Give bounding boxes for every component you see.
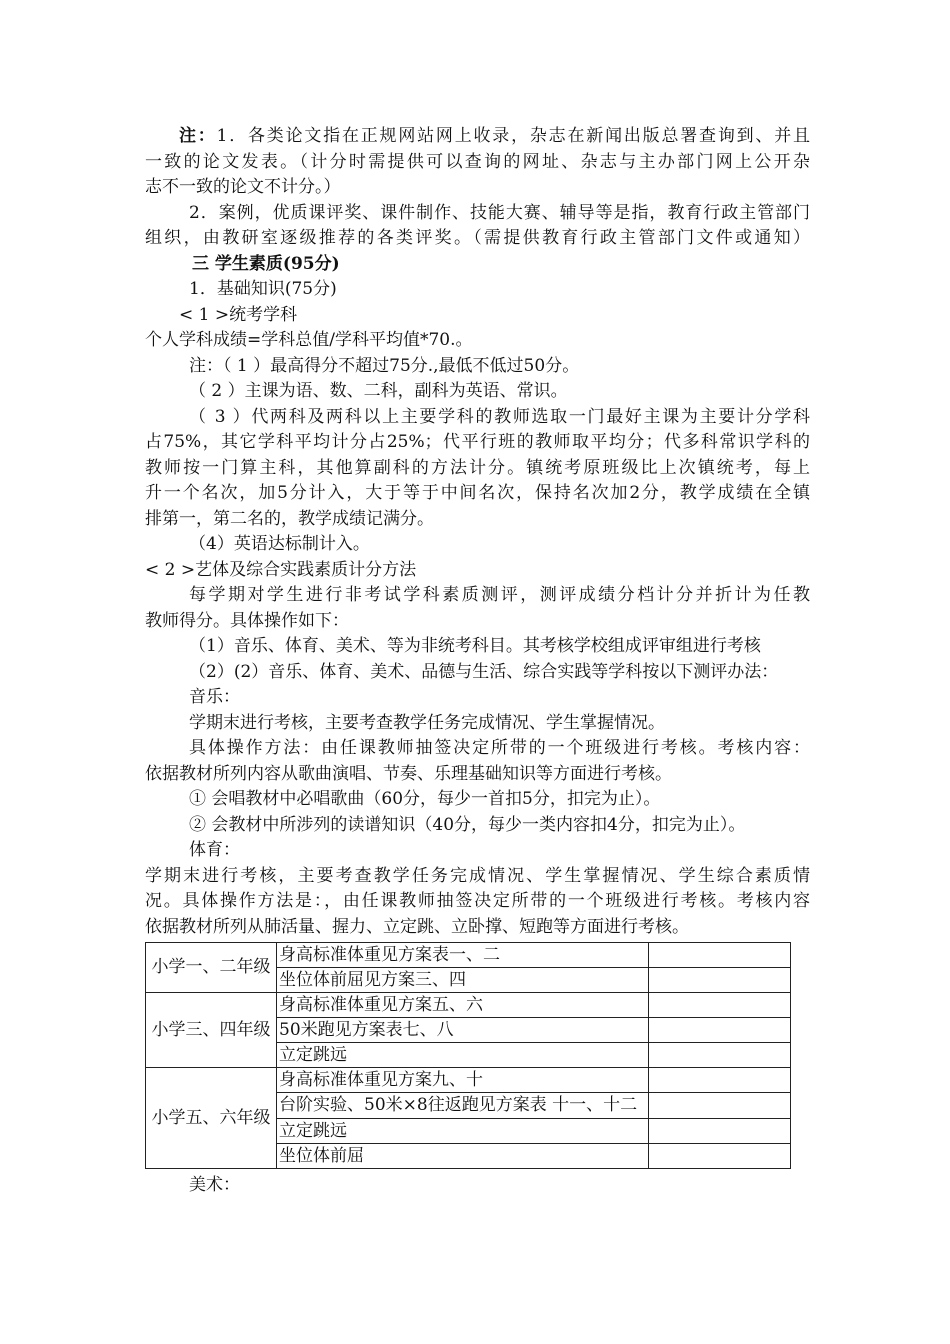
table-cell: 立定跳远	[277, 1043, 649, 1068]
table-row	[146, 943, 791, 968]
note-1-line-2: 一致的论文发表。（计分时需提供可以查询的网址、杂志与主办部门网上公开杂	[145, 151, 810, 172]
empty-cell	[649, 968, 791, 993]
table-cell: 坐位体前屈	[277, 1144, 649, 1169]
table-cell: 50米跑见方案表七、八	[277, 1018, 649, 1043]
music-item-2: ② 会教材中所涉列的读谱知识（40分，每少一类内容扣4分，扣完为止）。	[189, 814, 746, 835]
part-2-title: < 2 >艺体及综合实践素质计分方法	[145, 559, 417, 580]
pe-label: 体育：	[189, 840, 240, 860]
empty-cell	[649, 1068, 791, 1093]
music-line-2: 具体操作方法：由任课教师抽签决定所带的一个班级进行考核。考核内容：	[189, 738, 810, 758]
rule-4: （4）英语达标制计入。	[189, 534, 370, 554]
table-cell: 立定跳远	[277, 1119, 649, 1144]
music-item-1: ① 会唱教材中必唱歌曲（60分，每少一首扣5分，扣完为止）。	[189, 789, 661, 809]
empty-cell	[649, 1018, 791, 1043]
rule-1: 注：（ 1 ）最高得分不超过75分.,最低不低过50分。	[189, 355, 580, 376]
grade-5-6-cell: 小学五、六年级	[146, 1068, 277, 1169]
table-row	[146, 1068, 791, 1093]
art-label: 美术：	[189, 1175, 240, 1195]
rule-3-line-1: （ 3 ）代两科及两科以上主要学科的教师选取一门最好主课为主要计分学科	[189, 406, 810, 427]
empty-cell	[649, 1043, 791, 1068]
table-cell: 身高标准体重见方案表一、二	[277, 943, 649, 968]
rule-2: （ 2 ）主课为语、数、二科，副科为英语、常识。	[189, 381, 568, 401]
grade-3-4-cell: 小学三、四年级	[146, 993, 277, 1068]
pe-line-1: 学期末进行考核，主要考查教学任务完成情况、学生掌握情况、学生综合素质情	[145, 865, 810, 886]
note-2-line-1: 2．案例，优质课评奖、课件制作、技能大赛、辅导等是指，教育行政主管部门	[189, 202, 810, 223]
part-2-item-2: （2）(2）音乐、体育、美术、品德与生活、综合实践等学科按以下测评办法：	[189, 661, 779, 682]
note-label: 注：	[179, 126, 217, 146]
table-cell: 身高标准体重见方案九、十	[277, 1068, 649, 1093]
note-2-line-2: 组织，由教研室逐级推荐的各类评奖。（需提供教育行政主管部门文件或通知）	[145, 228, 810, 248]
empty-cell	[649, 1144, 791, 1169]
grade-1-2-cell: 小学一、二年级	[146, 943, 277, 993]
part-2-intro-line-2: 教师得分。具体操作如下：	[145, 610, 349, 631]
table-cell: 台阶实验、50米×8往返跑见方案表 十一、十二	[277, 1093, 649, 1119]
empty-cell	[649, 1093, 791, 1119]
part-2-intro-line-1: 每学期对学生进行非考试学科素质测评，测评成绩分档计分并折计为任教	[189, 585, 810, 605]
note-1-line-3: 志不一致的论文不计分。）	[145, 177, 341, 197]
table-cell: 坐位体前屈见方案三、四	[277, 968, 649, 993]
empty-cell	[649, 943, 791, 968]
rule-3-line-3: 教师按一门算主科，其他算副科的方法计分。镇统考原班级比上次镇统考，每上	[145, 457, 810, 478]
section-heading: 三 学生素质(95分)	[192, 253, 340, 274]
empty-cell	[649, 993, 791, 1018]
table-row	[146, 993, 791, 1018]
pe-standards-table	[145, 942, 791, 1169]
document-body	[145, 124, 810, 1199]
music-line-3: 依据教材所列内容从歌曲演唱、节奏、乐理基础知识等方面进行考核。	[145, 763, 672, 784]
rule-3-line-4: 升一个名次，加5分计入，大于等于中间名次，保持名次加2分，教学成绩在全镇	[145, 483, 810, 503]
note-1-line-1: 注：1．各类论文指在正规网站网上收录，杂志在新闻出版总署查询到、并且	[179, 126, 810, 146]
subsection-basic-knowledge: 1．基础知识(75分)	[189, 279, 337, 299]
rule-3-line-2: 占75%，其它学科平均计分占25%；代平行班的教师取平均分；代多科常识学科的	[145, 432, 810, 452]
table-cell: 身高标准体重见方案五、六	[277, 993, 649, 1018]
empty-cell	[649, 1119, 791, 1144]
pe-line-2: 况。具体操作方法是：，由任课教师抽签决定所带的一个班级进行考核。考核内容	[145, 891, 810, 911]
score-formula: 个人学科成绩=学科总值/学科平均值*70.。	[145, 330, 473, 350]
rule-3-line-5: 排第一，第二名的，教学成绩记满分。	[145, 508, 434, 529]
music-line-1: 学期末进行考核，主要考查教学任务完成情况、学生掌握情况。	[189, 712, 665, 733]
music-label: 音乐：	[189, 687, 240, 707]
part-1-title: < 1 >统考学科	[179, 304, 298, 325]
pe-line-3: 依据教材所列从肺活量、握力、立定跳、立卧撑、短跑等方面进行考核。	[145, 916, 689, 937]
part-2-item-1: （1）音乐、体育、美术、等为非统考科目。其考核学校组成评审组进行考核	[189, 636, 761, 656]
